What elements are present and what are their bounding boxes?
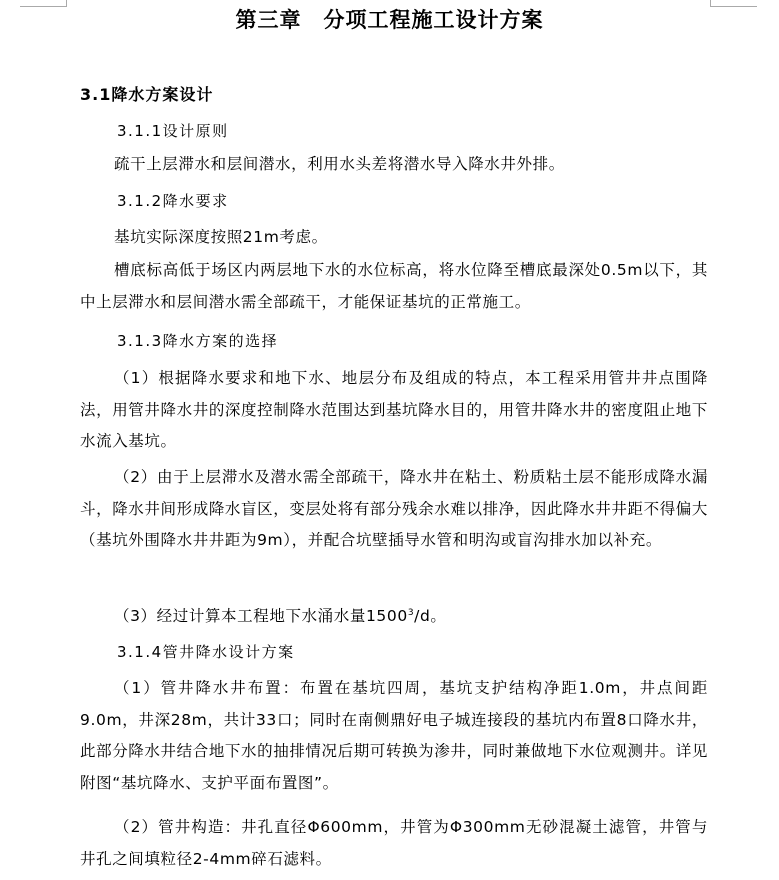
subsection-heading-3-1-2: 3.1.2降水要求: [117, 192, 229, 210]
subsection-heading-3-1-3: 3.1.3降水方案的选择: [117, 332, 279, 350]
water-inflow-unit: /d。: [414, 607, 447, 625]
paragraph-well-layout: （1）管井降水井布置：布置在基坑四周，基坑支护结构净距1.0m，井点间距9.0m，井深28m，共计33口；同时在南侧鼎好电子城连接段的基坑内布置8口降水井，此部分降水井结合地下水的抽排情况后期可转换为渗井，同时兼做地下水位观测井。详见附图“基坑降水、支护平面布置图”。: [80, 679, 708, 792]
water-inflow-text: （3）经过计算本工程地下水涌水量1500: [114, 607, 408, 625]
chapter-title: 第三章 分项工程施工设计方案: [235, 7, 544, 32]
section-title: 3.1降水方案设计: [80, 85, 214, 104]
subsection-heading-3-1-4: 3.1.4管井降水设计方案: [117, 643, 295, 661]
paragraph-water-level: 槽底标高低于场区内两层地下水的水位标高，将水位降至槽底最深处0.5m以下，其中上层滞水和层间潜水需全部疏干，才能保证基坑的正常施工。: [80, 261, 708, 311]
cubic-superscript: 3: [407, 607, 415, 618]
paragraph-pit-depth: 基坑实际深度按照21m考虑。: [114, 228, 328, 246]
paragraph-selection-3: [80, 601, 708, 633]
paragraph-well-structure: （2）管井构造：井孔直径Φ600mm，井管为Φ300mm无砂混凝土滤管，井管与井孔之间填粒径2-4mm碎石滤料。: [80, 818, 708, 868]
paragraph-selection-1: （1）根据降水要求和地下水、地层分布及组成的特点，本工程采用管井井点围降法，用管井降水井的深度控制降水范围达到基坑降水目的，用管井降水井的密度阻止地下水流入基坑。: [80, 369, 708, 450]
subsection-heading-3-1-1: 3.1.1设计原则: [117, 122, 229, 140]
paragraph-selection-2: （2）由于上层滞水及潜水需全部疏干，降水井在粘土、粉质粘土层不能形成降水漏斗，降水井间形成降水盲区，变层处将有部分残余水难以排净，因此降水井井距不得偏大（基坑外围降水井井距为9m），并配合坑壁插导水管和明沟或盲沟排水加以补充。: [80, 468, 708, 549]
paragraph-design-principle: 疏干上层滞水和层间潜水，利用水头差将潜水导入降水井外排。: [114, 155, 565, 173]
